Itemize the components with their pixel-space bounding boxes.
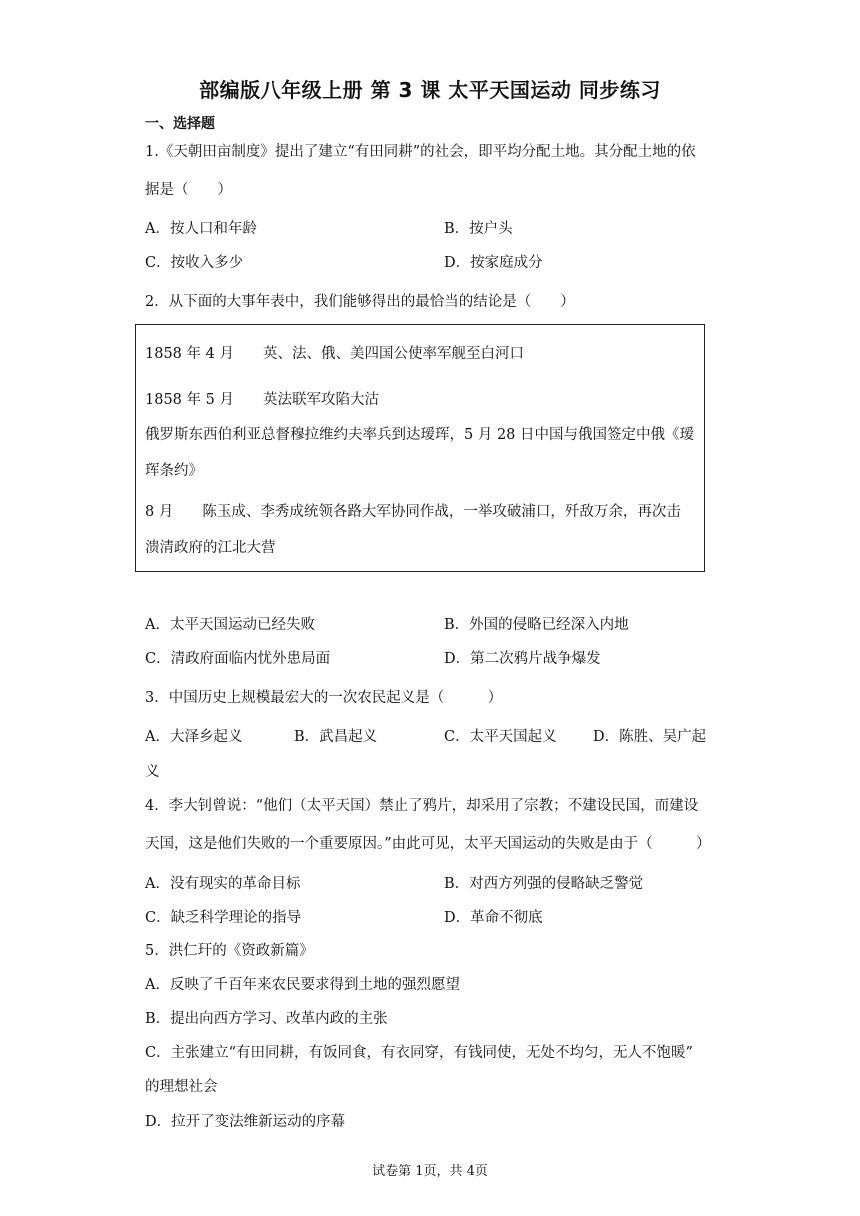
q3-option-c: C．太平天国起义 bbox=[444, 729, 557, 745]
q4-option-a: A．没有现实的革命目标 bbox=[145, 876, 301, 892]
q4-option-c: C．缺乏科学理论的指导 bbox=[145, 910, 302, 926]
section-heading: 一、选择题 bbox=[145, 116, 215, 132]
q1-option-a: A．按人口和年龄 bbox=[145, 221, 257, 237]
q1-option-c: C．按收入多少 bbox=[145, 255, 244, 271]
q1-stem-line2: 据是（ ） bbox=[145, 182, 232, 198]
q3-option-a: A．大泽乡起义 bbox=[145, 729, 243, 745]
q2-option-b: B．外国的侵略已经深入内地 bbox=[444, 617, 629, 633]
q5-option-a: A．反映了千百年来农民要求得到土地的强烈愿望 bbox=[145, 977, 460, 993]
document-title: 部编版八年级上册 第 3 课 太平天国运动 同步练习 bbox=[199, 78, 661, 102]
q3-option-d-cont: 义 bbox=[145, 764, 160, 780]
q4-stem-line1: 4．李大钊曾说：“他们（太平天国）禁止了鸦片，却采用了宗教；不建设民国，而建设 bbox=[145, 798, 699, 814]
table-row-4-cont: 溃清政府的江北大营 bbox=[145, 540, 276, 556]
table-row-3-cont: 珲条约》 bbox=[145, 463, 203, 479]
q1-option-b: B．按户头 bbox=[444, 221, 513, 237]
q4-option-b: B．对西方列强的侵略缺乏警觉 bbox=[444, 876, 644, 892]
q3-option-b: B．武昌起义 bbox=[294, 729, 378, 745]
q1-option-d: D．按家庭成分 bbox=[444, 255, 543, 271]
page-footer: 试卷第 1页，共 4页 bbox=[372, 1164, 488, 1179]
q5-option-c: C．主张建立“有田同耕，有饭同食，有衣同穿，有钱同使，无处不均匀，无人不饱暖” bbox=[145, 1045, 693, 1061]
q5-option-d: D．拉开了变法维新运动的序幕 bbox=[145, 1114, 346, 1130]
q2-stem: 2．从下面的大事年表中，我们能够得出的最恰当的结论是（ ） bbox=[145, 294, 575, 310]
q1-stem-line1: 1.《天朝田亩制度》提出了建立“有田同耕”的社会，即平均分配土地。其分配土地的依 bbox=[145, 144, 696, 160]
q5-option-c-cont: 的理想社会 bbox=[145, 1079, 218, 1095]
table-row-4: 8 月 陈玉成、李秀成统领各路大军协同作战，一举攻破浦口，歼敌万余，再次击 bbox=[145, 504, 681, 520]
table-row-3: 俄罗斯东西伯利亚总督穆拉维约夫率兵到达瑷珲，5 月 28 日中国与俄国签定中俄《瑷 bbox=[145, 427, 695, 443]
table-row-1: 1858 年 4 月 英、法、俄、美四国公使率军舰至白河口 bbox=[145, 346, 524, 362]
q3-option-d: D．陈胜、吴广起 bbox=[593, 729, 707, 745]
q2-option-c: C．清政府面临内忧外患局面 bbox=[145, 651, 331, 667]
q5-stem: 5．洪仁玕的《资政新篇》 bbox=[145, 943, 314, 959]
q2-option-d: D．第二次鸦片战争爆发 bbox=[444, 651, 601, 667]
q4-stem-line2: 天国，这是他们失败的一个重要原因。”由此可见，太平天国运动的失败是由于（ ） bbox=[145, 836, 711, 852]
q4-option-d: D．革命不彻底 bbox=[444, 910, 543, 926]
q2-option-a: A．太平天国运动已经失败 bbox=[145, 617, 315, 633]
q3-stem: 3．中国历史上规模最宏大的一次农民起义是（ ） bbox=[145, 690, 503, 706]
q5-option-b: B．提出向西方学习、改革内政的主张 bbox=[145, 1011, 388, 1027]
table-row-2: 1858 年 5 月 英法联军攻陷大沽 bbox=[145, 392, 379, 408]
